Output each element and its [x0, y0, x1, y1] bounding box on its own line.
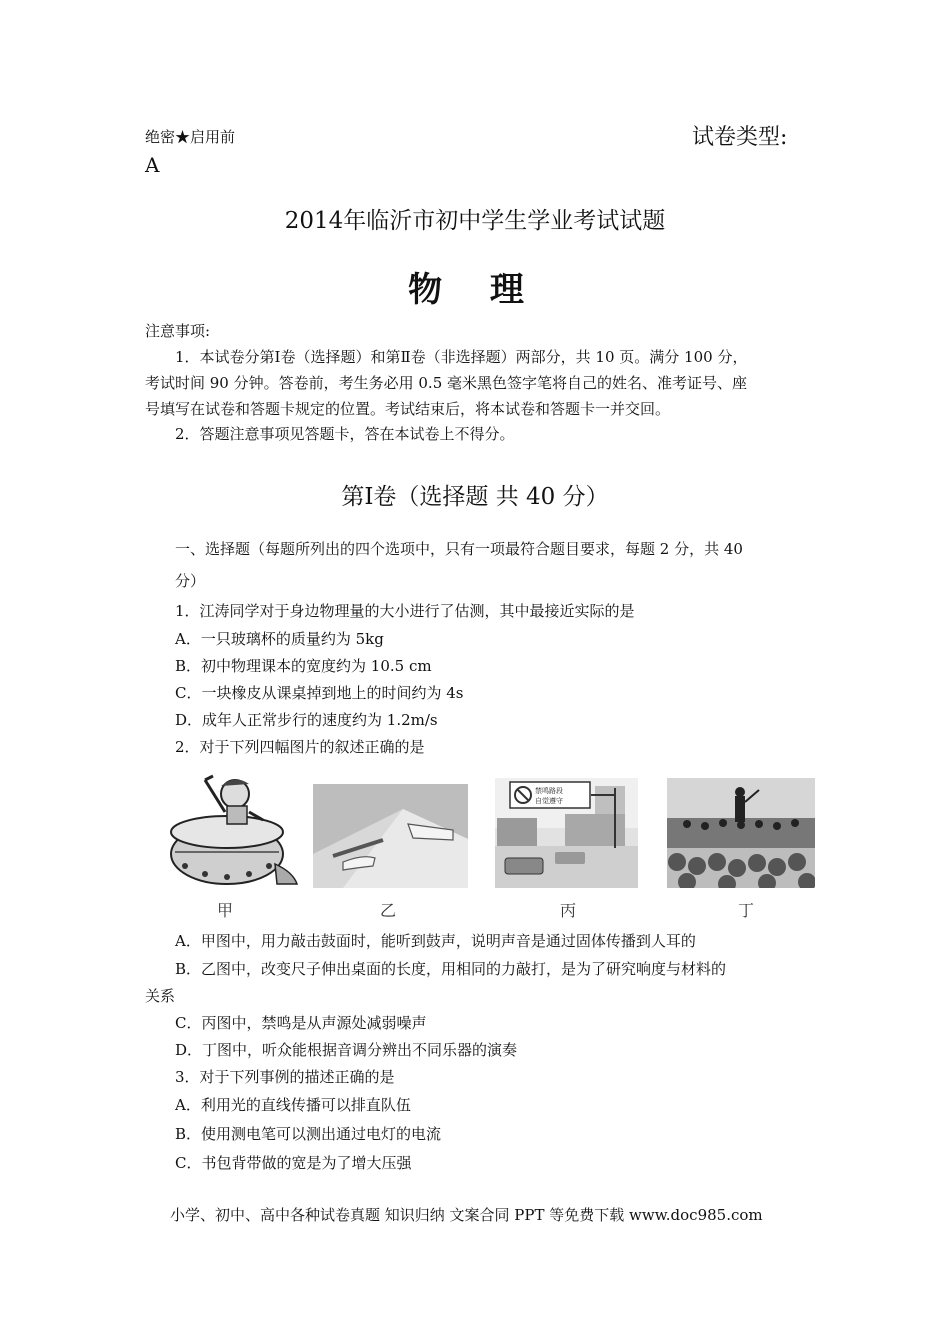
q1-option-d: D．成年人正常步行的速度约为 1.2m/s: [175, 711, 438, 729]
sign-text-2: 自觉遵守: [535, 797, 563, 805]
q1-stem: 1．江涛同学对于身边物理量的大小进行了估测，其中最接近实际的是: [175, 602, 635, 620]
figure-label-yi: 乙: [380, 901, 397, 920]
notice-heading: 注意事项:: [145, 322, 211, 340]
subject-title: 物 理: [408, 270, 542, 310]
notice-line: 号填写在试卷和答题卡规定的位置。考试结束后，将本试卷和答题卡一并交回。: [145, 400, 671, 418]
paper-type-value: A: [145, 153, 160, 177]
part-intro-line: 分）: [175, 572, 206, 590]
figure-label-ding: 丁: [738, 901, 755, 920]
road-sign-figure: [495, 778, 638, 888]
q2-figures: [165, 772, 815, 922]
q2-stem: 2．对于下列四幅图片的叙述正确的是: [175, 738, 425, 756]
q2-option-a: A．甲图中，用力敲击鼓面时，能听到鼓声，说明声音是通过固体传播到人耳的: [175, 932, 696, 950]
q1-option-a: A．一只玻璃杯的质量约为 5kg: [175, 630, 384, 648]
figure-label-jia: 甲: [217, 901, 234, 920]
part-intro-line: 一、选择题（每题所列出的四个选项中，只有一项最符合题目要求，每题 2 分，共 40: [175, 540, 743, 558]
q3-option-a: A．利用光的直线传播可以排直队伍: [175, 1096, 411, 1114]
secret-label: 绝密★启用前: [145, 128, 236, 146]
notice-line: 1．本试卷分第Ⅰ卷（选择题）和第Ⅱ卷（非选择题）两部分，共 10 页。满分 100 分，: [175, 348, 748, 366]
section-title: 第Ⅰ卷（选择题 共 40 分）: [341, 484, 609, 510]
q2-option-b-cont: 关系: [145, 987, 176, 1005]
q3-stem: 3．对于下列事例的描述正确的是: [175, 1068, 395, 1086]
orchestra-figure: [667, 778, 815, 888]
q3-option-b: B．使用测电笔可以测出通过电灯的电流: [175, 1125, 442, 1143]
q2-option-d: D．丁图中，听众能根据音调分辨出不同乐器的演奏: [175, 1041, 518, 1059]
paper-type-label: 试卷类型:: [692, 125, 788, 150]
q2-option-b: B．乙图中，改变尺子伸出桌面的长度，用相同的力敲打，是为了研究响度与材料的: [175, 960, 727, 978]
q1-option-b: B．初中物理课本的宽度约为 10.5 cm: [175, 657, 432, 675]
sign-text-1: 禁鸣路段: [535, 787, 563, 795]
figure-label-bing: 丙: [560, 901, 577, 920]
exam-title: 2014年临沂市初中学生学业考试试题: [284, 208, 666, 234]
footer-text: 小学、初中、高中各种试卷真题 知识归纳 文案合同 PPT 等免费下载 www.doc985.com: [170, 1206, 763, 1224]
drum-figure: [165, 772, 300, 892]
q2-option-c: C．丙图中，禁鸣是从声源处减弱噪声: [175, 1014, 427, 1032]
notice-line: 考试时间 90 分钟。答卷前，考生务必用 0.5 毫米黑色签字笔将自己的姓名、准考证号、座: [145, 374, 748, 392]
notice-line: 2．答题注意事项见答题卡，答在本试卷上不得分。: [175, 425, 515, 443]
ruler-table-figure: [313, 784, 468, 888]
q1-option-c: C．一块橡皮从课桌掉到地上的时间约为 4s: [175, 684, 464, 702]
q3-option-c: C．书包背带做的宽是为了增大压强: [175, 1154, 412, 1172]
